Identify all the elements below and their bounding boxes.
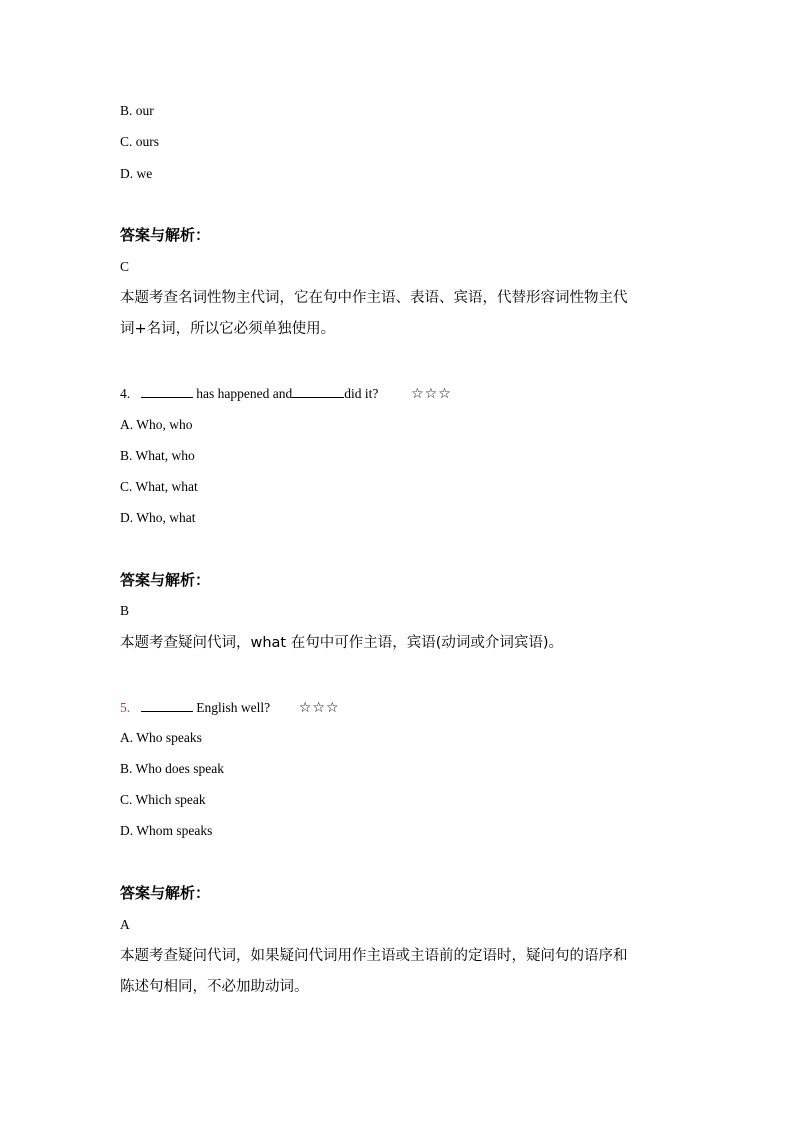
q5-option-d: D. Whom speaks	[120, 823, 213, 838]
q3-option-d: D. we	[120, 166, 153, 181]
q5-option-a: A. Who speaks	[120, 730, 202, 745]
q5-option-c: C. Which speak	[120, 792, 206, 807]
q5-stem-part1: English well?	[196, 700, 271, 715]
q5-explanation-line1: 本题考查疑问代词，如果疑问代词用作主语或主语前的定语时，疑问句的语序和	[120, 948, 628, 964]
q4-option-c: C. What, what	[120, 479, 198, 494]
q3-answer-heading: 答案与解析：	[120, 226, 211, 244]
q4-option-d: D. Who, what	[120, 510, 196, 525]
q5-blank-1	[141, 697, 193, 712]
q4-explanation: 本题考查疑问代词，what 在句中可作主语，宾语(动词或介词宾语)。	[120, 635, 564, 651]
q4-option-b: B. What, who	[120, 448, 195, 463]
q3-option-b: B. our	[120, 103, 154, 118]
q3-explanation-line2: 词+名词，所以它必须单独使用。	[120, 321, 336, 337]
q4-answer: B	[120, 603, 130, 618]
q4-number: 4.	[120, 386, 131, 401]
q4-blank-2	[292, 383, 344, 398]
q4-stem	[120, 383, 452, 403]
q5-number: 5.	[120, 700, 131, 715]
q5-explanation-line2: 陈述句相同，不必加助动词。	[120, 979, 309, 995]
q5-stem	[120, 697, 340, 717]
q4-difficulty-stars: ☆☆☆	[411, 386, 452, 402]
q3-explanation-line1: 本题考查名词性物主代词，它在句中作主语、表语、宾语，代替形容词性物主代	[120, 290, 628, 306]
q5-answer: A	[120, 917, 130, 932]
q4-option-a: A. Who, who	[120, 417, 193, 432]
q4-stem-part1: has happened and	[196, 386, 293, 401]
q4-blank-1	[141, 383, 193, 398]
q5-option-b: B. Who does speak	[120, 761, 224, 776]
q5-difficulty-stars: ☆☆☆	[298, 700, 340, 716]
q4-stem-part2: did it?	[344, 386, 379, 401]
q4-answer-heading: 答案与解析：	[120, 571, 211, 589]
q5-answer-heading: 答案与解析：	[120, 884, 211, 902]
q3-answer: C	[120, 259, 130, 274]
q3-option-c: C. ours	[120, 134, 160, 149]
